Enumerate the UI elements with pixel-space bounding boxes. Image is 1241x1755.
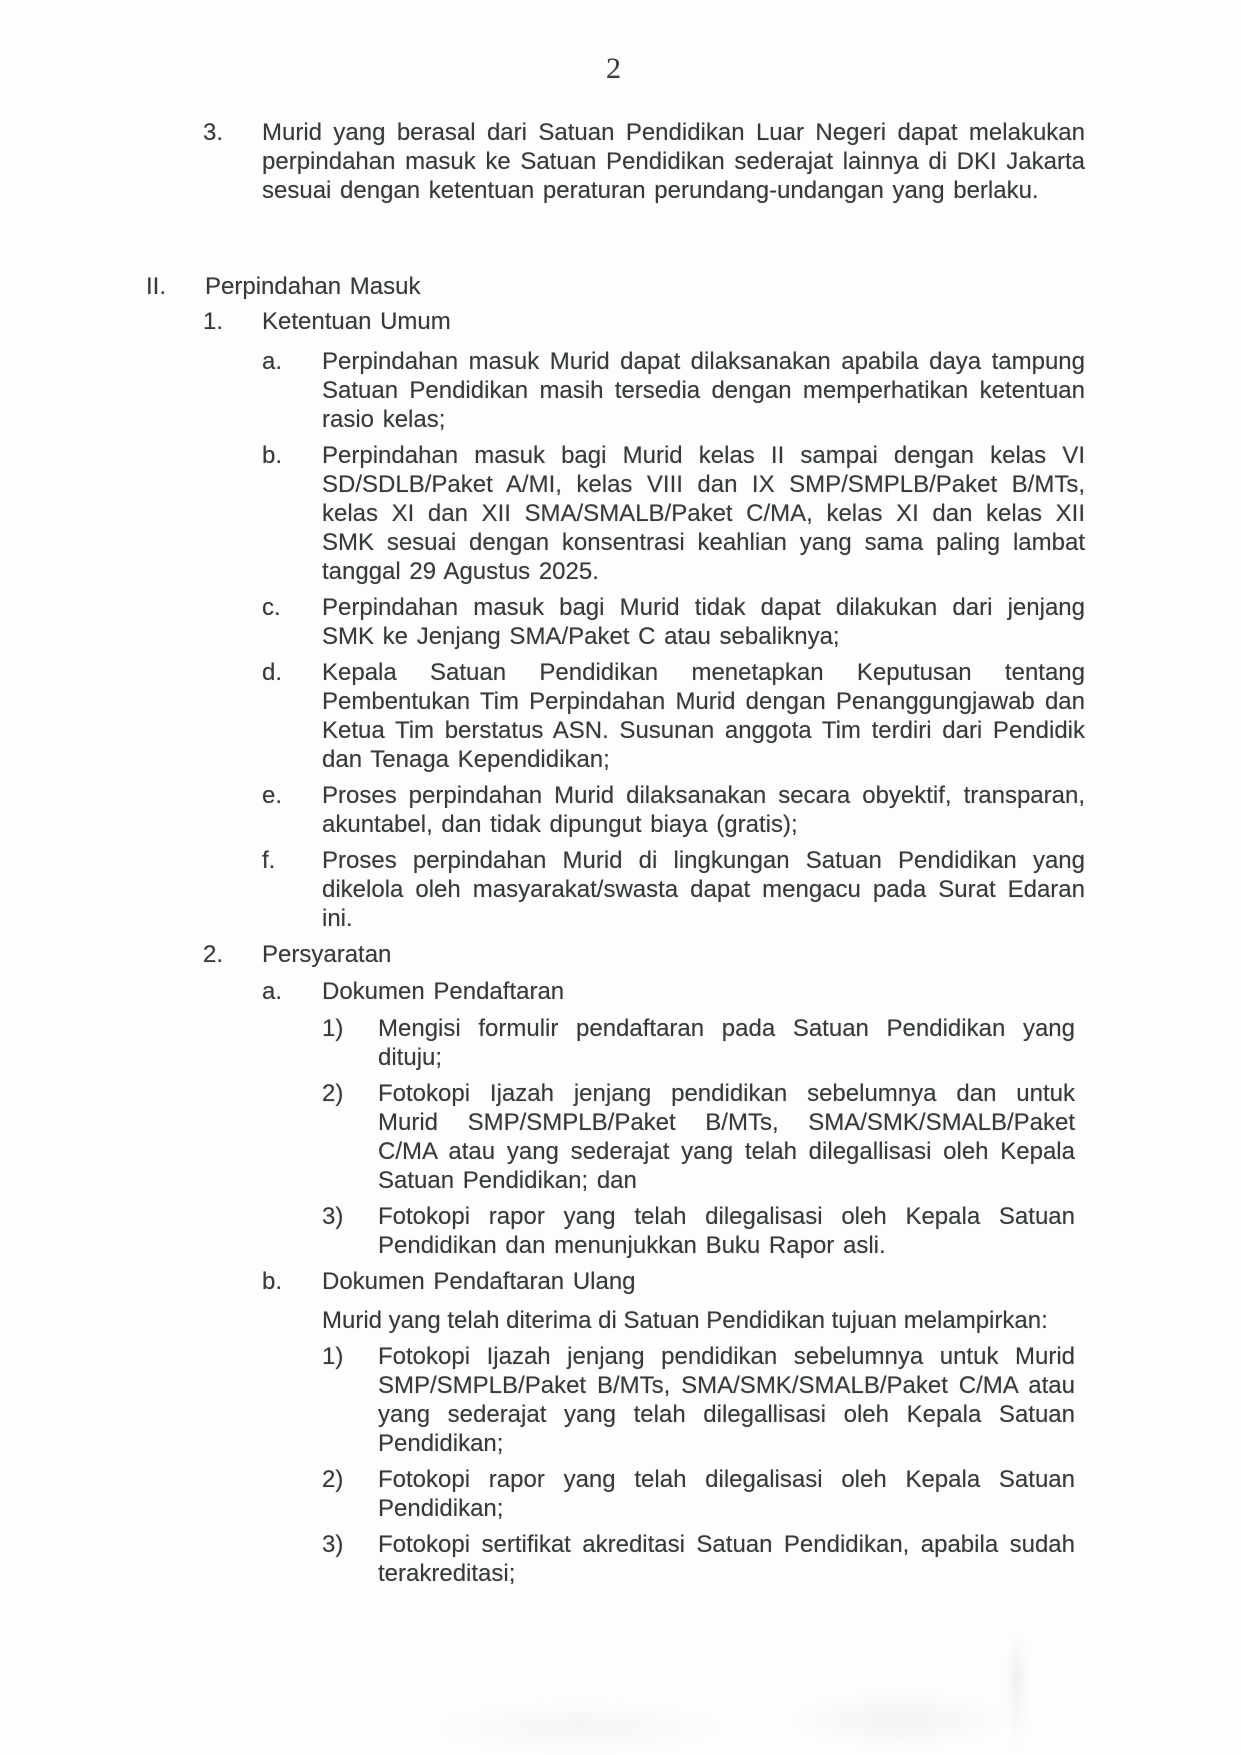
subsection-title: Persyaratan: [262, 941, 392, 968]
list-item: [262, 658, 1085, 774]
item-marker: 3.: [203, 119, 224, 146]
item-marker: 3): [322, 1531, 344, 1558]
item-title: Dokumen Pendaftaran Ulang: [322, 1268, 636, 1295]
item-marker: f.: [262, 847, 276, 874]
list-item: [262, 441, 1085, 586]
scan-artifact: [1010, 1630, 1024, 1750]
item-marker: 1): [322, 1343, 344, 1370]
item-marker: b.: [262, 1268, 283, 1295]
list-item: [203, 118, 1085, 205]
subsection-marker: 2.: [203, 941, 224, 968]
item-marker: 2): [322, 1466, 344, 1493]
subsubsection-heading: [262, 977, 1085, 1006]
item-text: Proses perpindahan Murid di lingkungan Satuan Pendidikan yang dikelola oleh masyarakat/swasta dapat mengacu pada Surat Edaran ini.: [322, 847, 1085, 932]
scan-artifact: [790, 1690, 1010, 1750]
subsection-marker: 1.: [203, 308, 224, 335]
list-item: [262, 846, 1085, 933]
item-text: Perpindahan masuk bagi Murid kelas II sampai dengan kelas VI SD/SDLB/Paket A/MI, kelas VIII dan IX SMP/SMPLB/Paket B/MTs, kelas XI dan XII SMA/SMALB/Paket C/MA, kelas XI dan kelas XII SMK sesuai dengan konsentrasi keahlian yang sama paling lambat tanggal 29 Agustus 2025.: [322, 442, 1085, 585]
subsubsection-heading: [262, 1267, 1085, 1296]
item-marker: c.: [262, 594, 281, 621]
item-text: Murid yang berasal dari Satuan Pendidikan Luar Negeri dapat melakukan perpindahan masuk ke Satuan Pendidikan sederajat lainnya di DKI Jakarta sesuai dengan ketentuan peraturan perundang-undangan yang berlaku.: [262, 119, 1085, 204]
item-text: Fotokopi Ijazah jenjang pendidikan sebelumnya untuk Murid SMP/SMPLB/Paket B/MTs, SMA/SMK/SMALB/Paket C/MA atau yang sederajat yang telah dilegallisasi oleh Kepala Satuan Pendidikan;: [378, 1343, 1075, 1457]
item-text: Fotokopi sertifikat akreditasi Satuan Pendidikan, apabila sudah terakreditasi;: [378, 1531, 1075, 1587]
paragraph: Murid yang telah diterima di Satuan Pendidikan tujuan melampirkan:: [322, 1307, 1048, 1334]
item-text: Kepala Satuan Pendidikan menetapkan Keputusan tentang Pembentukan Tim Perpindahan Murid dengan Penanggungjawab dan Ketua Tim berstatus ASN. Susunan anggota Tim terdiri dari Pendidik dan Tenaga Kependidikan;: [322, 659, 1085, 773]
item-marker: 2): [322, 1080, 344, 1107]
page-number: 2: [606, 52, 621, 85]
item-text: Fotokopi Ijazah jenjang pendidikan sebelumnya dan untuk Murid SMP/SMPLB/Paket B/MTs, SMA/SMK/SMALB/Paket C/MA atau yang sederajat yang telah dilegallisasi oleh Kepala Satuan Pendidikan; dan: [378, 1080, 1075, 1194]
item-text: Perpindahan masuk Murid dapat dilaksanakan apabila daya tampung Satuan Pendidikan masih tersedia dengan memperhatikan ketentuan rasio kelas;: [322, 348, 1085, 433]
list-item: [262, 347, 1085, 434]
item-text: Proses perpindahan Murid dilaksanakan secara obyektif, transparan, akuntabel, dan tidak dipungut biaya (gratis);: [322, 782, 1085, 838]
list-item: [322, 1530, 1075, 1588]
item-marker: a.: [262, 348, 283, 375]
item-text: Fotokopi rapor yang telah dilegalisasi oleh Kepala Satuan Pendidikan dan menunjukkan Buku Rapor asli.: [378, 1203, 1075, 1259]
item-text: Fotokopi rapor yang telah dilegalisasi oleh Kepala Satuan Pendidikan;: [378, 1466, 1075, 1522]
list-item: [322, 1465, 1075, 1523]
list-item: [322, 1079, 1075, 1195]
list-item: [262, 781, 1085, 839]
list-item: [262, 593, 1085, 651]
section-title: Perpindahan Masuk: [205, 273, 421, 300]
item-marker: e.: [262, 782, 283, 809]
item-marker: a.: [262, 978, 283, 1005]
item-marker: b.: [262, 442, 283, 469]
section-heading: [146, 272, 1085, 301]
item-marker: 3): [322, 1203, 344, 1230]
section-marker: II.: [146, 273, 167, 300]
list-item: [322, 1202, 1075, 1260]
item-title: Dokumen Pendaftaran: [322, 978, 565, 1005]
subsection-title: Ketentuan Umum: [262, 308, 451, 335]
item-marker: 1): [322, 1015, 344, 1042]
list-item: [322, 1342, 1075, 1458]
item-text: Mengisi formulir pendaftaran pada Satuan Pendidikan yang dituju;: [378, 1015, 1075, 1071]
item-text: Perpindahan masuk bagi Murid tidak dapat dilakukan dari jenjang SMK ke Jenjang SMA/Paket C atau sebaliknya;: [322, 594, 1085, 650]
scan-artifact: [430, 1700, 730, 1755]
subsection-heading: [203, 940, 1085, 969]
item-marker: d.: [262, 659, 283, 686]
list-item: [322, 1014, 1075, 1072]
subsection-heading: [203, 307, 1085, 336]
